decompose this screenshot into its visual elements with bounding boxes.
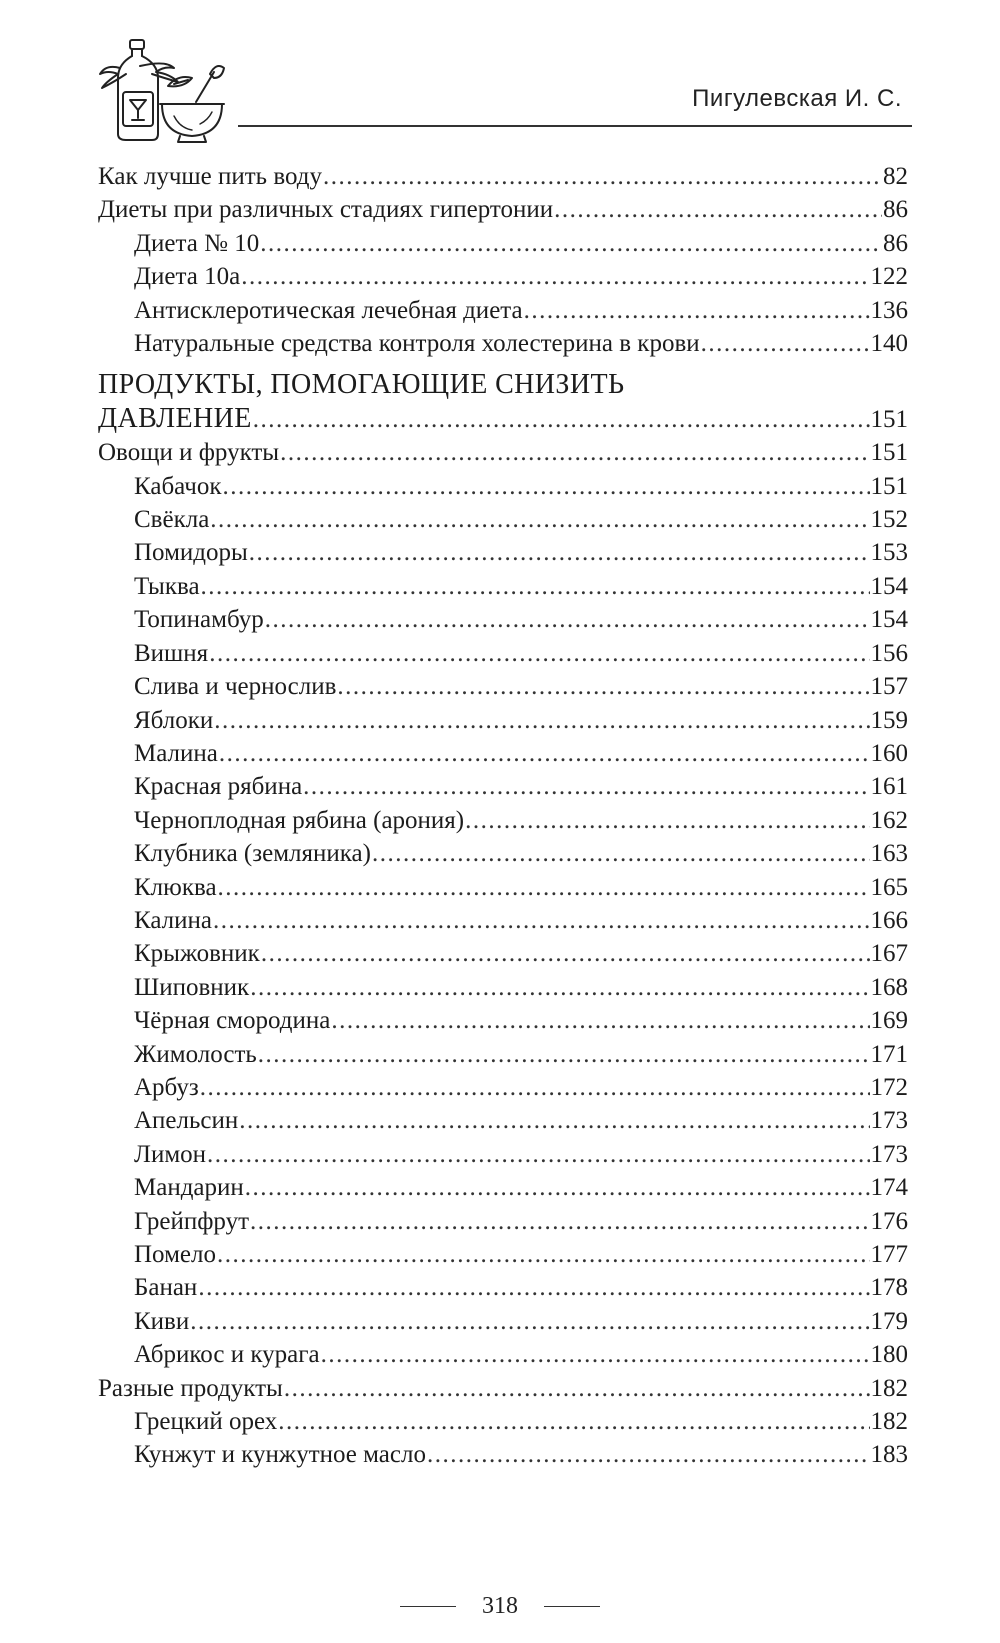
toc-group-b bbox=[98, 436, 908, 1472]
dot-leader bbox=[261, 937, 870, 970]
dot-leader bbox=[217, 1238, 870, 1271]
toc-entry[interactable] bbox=[98, 1372, 908, 1405]
dot-leader bbox=[239, 1104, 869, 1137]
toc-entry[interactable] bbox=[98, 227, 908, 260]
running-head: Пигулевская И. С. bbox=[692, 85, 902, 112]
toc-entry-page: 165 bbox=[870, 873, 908, 901]
toc-entry[interactable] bbox=[98, 1405, 908, 1438]
toc-entry[interactable] bbox=[98, 704, 908, 737]
toc-entry-page: 160 bbox=[870, 739, 908, 767]
toc-entry-title: Мандарин bbox=[134, 1174, 244, 1202]
dot-leader bbox=[219, 737, 870, 770]
toc-entry-title: Антисклеротическая лечебная диета bbox=[134, 296, 523, 324]
toc-entry-page: 179 bbox=[870, 1307, 908, 1335]
toc-entry[interactable] bbox=[98, 1238, 908, 1271]
table-of-contents bbox=[98, 160, 908, 1472]
toc-entry-title: Грецкий орех bbox=[134, 1408, 278, 1436]
dot-leader bbox=[284, 1372, 870, 1405]
toc-entry[interactable] bbox=[98, 804, 908, 837]
toc-entry[interactable] bbox=[98, 503, 908, 536]
dot-leader bbox=[321, 1338, 870, 1371]
dot-leader bbox=[258, 1038, 870, 1071]
toc-entry[interactable] bbox=[98, 1171, 908, 1204]
dot-leader bbox=[280, 436, 869, 469]
toc-entry-title: Диеты при различных стадиях гипертонии bbox=[98, 196, 554, 224]
toc-entry-title: Помело bbox=[134, 1241, 216, 1268]
toc-entry-title: Кунжут и кунжутное масло bbox=[134, 1441, 426, 1469]
toc-entry[interactable] bbox=[98, 1438, 908, 1471]
toc-entry-title: Киви bbox=[134, 1307, 190, 1335]
toc-entry-page: 176 bbox=[870, 1207, 908, 1235]
toc-entry-page: 151 bbox=[870, 472, 908, 500]
toc-entry[interactable] bbox=[98, 871, 908, 904]
dot-leader bbox=[427, 1438, 870, 1471]
page-header bbox=[0, 0, 1000, 140]
toc-entry[interactable] bbox=[98, 327, 908, 360]
page-number: 318 bbox=[482, 1593, 518, 1619]
section-heading-row[interactable] bbox=[98, 402, 908, 436]
toc-entry[interactable] bbox=[98, 260, 908, 293]
section-page-number: 151 bbox=[870, 405, 908, 433]
toc-entry-page: 169 bbox=[870, 1007, 908, 1035]
dot-leader bbox=[278, 1405, 869, 1438]
dot-leader bbox=[200, 1071, 870, 1104]
toc-entry-title: Овощи и фрукты bbox=[98, 439, 280, 467]
toc-entry-title: Как лучше пить воду bbox=[98, 163, 322, 190]
toc-entry-title: Арбуз bbox=[134, 1073, 199, 1101]
dot-leader bbox=[209, 637, 869, 670]
toc-entry[interactable] bbox=[98, 470, 908, 503]
toc-group-a bbox=[98, 160, 908, 360]
section-heading-line1: ПРОДУКТЫ, ПОМОГАЮЩИЕ СНИЗИТЬ bbox=[98, 369, 625, 401]
toc-entry[interactable] bbox=[98, 436, 908, 469]
toc-entry-title: Диета 10а bbox=[134, 263, 241, 291]
dot-leader bbox=[250, 971, 869, 1004]
footer-dash-left bbox=[400, 1606, 456, 1607]
toc-entry[interactable] bbox=[98, 193, 908, 226]
footer-dash-right bbox=[544, 1606, 600, 1607]
dot-leader bbox=[331, 1004, 869, 1037]
toc-entry-page: 151 bbox=[870, 439, 908, 467]
toc-entry-page: 166 bbox=[870, 906, 908, 934]
toc-entry-page: 168 bbox=[870, 973, 908, 1001]
toc-entry-page: 156 bbox=[870, 639, 908, 667]
toc-entry-page: 173 bbox=[870, 1107, 908, 1135]
toc-entry-page: 161 bbox=[870, 773, 908, 801]
toc-entry-title: Апельсин bbox=[134, 1107, 239, 1135]
toc-entry[interactable] bbox=[98, 837, 908, 870]
toc-entry[interactable] bbox=[98, 737, 908, 770]
toc-entry-page: 122 bbox=[870, 263, 908, 291]
dot-leader bbox=[337, 670, 869, 703]
toc-entry[interactable] bbox=[98, 1071, 908, 1104]
dot-leader bbox=[201, 570, 870, 603]
dot-leader bbox=[213, 904, 870, 937]
dot-leader bbox=[465, 804, 869, 837]
toc-entry-page: 82 bbox=[883, 163, 908, 190]
toc-entry-title: Красная рябина bbox=[134, 773, 303, 801]
dot-leader bbox=[303, 770, 869, 803]
toc-entry-page: 86 bbox=[883, 196, 908, 224]
toc-entry-title: Свёкла bbox=[134, 506, 210, 534]
toc-entry[interactable] bbox=[98, 1038, 908, 1071]
toc-entry-title: Яблоки bbox=[134, 706, 214, 734]
dot-leader bbox=[250, 1205, 869, 1238]
toc-entry-title: Грейпфрут bbox=[134, 1207, 250, 1235]
toc-entry-page: 154 bbox=[870, 572, 908, 600]
toc-entry-page: 178 bbox=[870, 1274, 908, 1302]
dot-leader bbox=[260, 227, 882, 260]
dot-leader bbox=[323, 160, 882, 193]
dot-leader bbox=[241, 260, 869, 293]
toc-entry-page: 86 bbox=[883, 229, 908, 257]
toc-entry-page: 162 bbox=[870, 806, 908, 834]
toc-entry-title: Шиповник bbox=[134, 973, 250, 1001]
toc-entry-title: Клюква bbox=[134, 873, 217, 901]
toc-entry-page: 136 bbox=[870, 296, 908, 324]
toc-entry-page: 174 bbox=[870, 1174, 908, 1202]
toc-entry-page: 163 bbox=[870, 840, 908, 868]
toc-entry-title: Жимолость bbox=[134, 1040, 257, 1068]
toc-entry-title: Малина bbox=[134, 739, 218, 767]
toc-entry-page: 153 bbox=[870, 539, 908, 567]
dot-leader bbox=[245, 1171, 870, 1204]
toc-entry-title: Клубника (земляника) bbox=[134, 840, 371, 868]
toc-entry-title: Кабачок bbox=[134, 472, 222, 500]
toc-entry-page: 154 bbox=[870, 606, 908, 634]
dot-leader bbox=[222, 470, 869, 503]
toc-entry[interactable] bbox=[98, 937, 908, 970]
toc-entry-title: Разные продукты bbox=[98, 1374, 283, 1402]
toc-entry[interactable] bbox=[98, 1271, 908, 1304]
toc-entry[interactable] bbox=[98, 570, 908, 603]
toc-entry[interactable] bbox=[98, 603, 908, 636]
toc-entry-title: Чёрная смородина bbox=[134, 1007, 331, 1035]
apothecary-bottle-mortar-icon bbox=[96, 38, 236, 143]
toc-entry[interactable] bbox=[98, 1338, 908, 1371]
header-rule bbox=[238, 125, 912, 127]
toc-entry-title: Тыква bbox=[134, 572, 200, 600]
toc-entry-title: Лимон bbox=[134, 1140, 207, 1168]
toc-entry[interactable] bbox=[98, 637, 908, 670]
dot-leader bbox=[218, 871, 870, 904]
toc-entry-title: Топинамбур bbox=[134, 606, 264, 634]
dot-leader bbox=[524, 294, 870, 327]
toc-entry[interactable] bbox=[98, 294, 908, 327]
toc-entry-page: 171 bbox=[870, 1040, 908, 1068]
toc-entry-title: Вишня bbox=[134, 639, 209, 667]
toc-entry-page: 140 bbox=[870, 330, 908, 358]
dot-leader bbox=[214, 704, 869, 737]
toc-entry[interactable] bbox=[98, 770, 908, 803]
toc-entry-page: 172 bbox=[870, 1073, 908, 1101]
toc-entry-title: Абрикос и курага bbox=[134, 1341, 320, 1369]
toc-entry-title: Крыжовник bbox=[134, 940, 260, 968]
toc-entry-title: Калина bbox=[134, 906, 212, 934]
dot-leader bbox=[253, 403, 870, 436]
toc-entry-page: 173 bbox=[870, 1140, 908, 1168]
toc-entry[interactable] bbox=[98, 160, 908, 193]
toc-entry-title: Слива и чернослив bbox=[134, 673, 337, 701]
toc-entry[interactable] bbox=[98, 904, 908, 937]
dot-leader bbox=[701, 327, 870, 360]
dot-leader bbox=[554, 193, 882, 226]
toc-entry-page: 182 bbox=[870, 1374, 908, 1402]
dot-leader bbox=[265, 603, 870, 636]
toc-entry[interactable] bbox=[98, 1104, 908, 1137]
toc-entry-page: 183 bbox=[870, 1441, 908, 1469]
toc-entry-page: 157 bbox=[870, 673, 908, 701]
dot-leader bbox=[198, 1271, 869, 1304]
dot-leader bbox=[190, 1305, 869, 1338]
toc-entry-title: Натуральные средства контроля холестерина в крови bbox=[134, 330, 700, 358]
toc-entry-page: 152 bbox=[870, 506, 908, 534]
toc-entry-page: 182 bbox=[870, 1408, 908, 1436]
toc-entry[interactable] bbox=[98, 1205, 908, 1238]
toc-entry-page: 159 bbox=[870, 706, 908, 734]
toc-entry-page: 180 bbox=[870, 1341, 908, 1369]
dot-leader bbox=[207, 1138, 869, 1171]
toc-entry[interactable] bbox=[98, 971, 908, 1004]
toc-entry[interactable] bbox=[98, 670, 908, 703]
toc-entry[interactable] bbox=[98, 1004, 908, 1037]
toc-entry-page: 167 bbox=[870, 940, 908, 968]
page-footer bbox=[0, 1593, 1000, 1620]
toc-entry[interactable] bbox=[98, 536, 908, 569]
dot-leader bbox=[372, 837, 870, 870]
toc-entry-title: Черноплодная рябина (арония) bbox=[134, 806, 465, 834]
dot-leader bbox=[210, 503, 869, 536]
toc-entry[interactable] bbox=[98, 1305, 908, 1338]
toc-entry[interactable] bbox=[98, 1138, 908, 1171]
dot-leader bbox=[249, 536, 870, 569]
toc-entry-title: Банан bbox=[134, 1274, 198, 1302]
toc-entry-page: 177 bbox=[870, 1241, 908, 1268]
toc-entry-title: Диета № 10 bbox=[134, 229, 260, 257]
toc-entry-title: Помидоры bbox=[134, 539, 248, 567]
section-heading-line2: ДАВЛЕНИЕ bbox=[98, 402, 252, 434]
